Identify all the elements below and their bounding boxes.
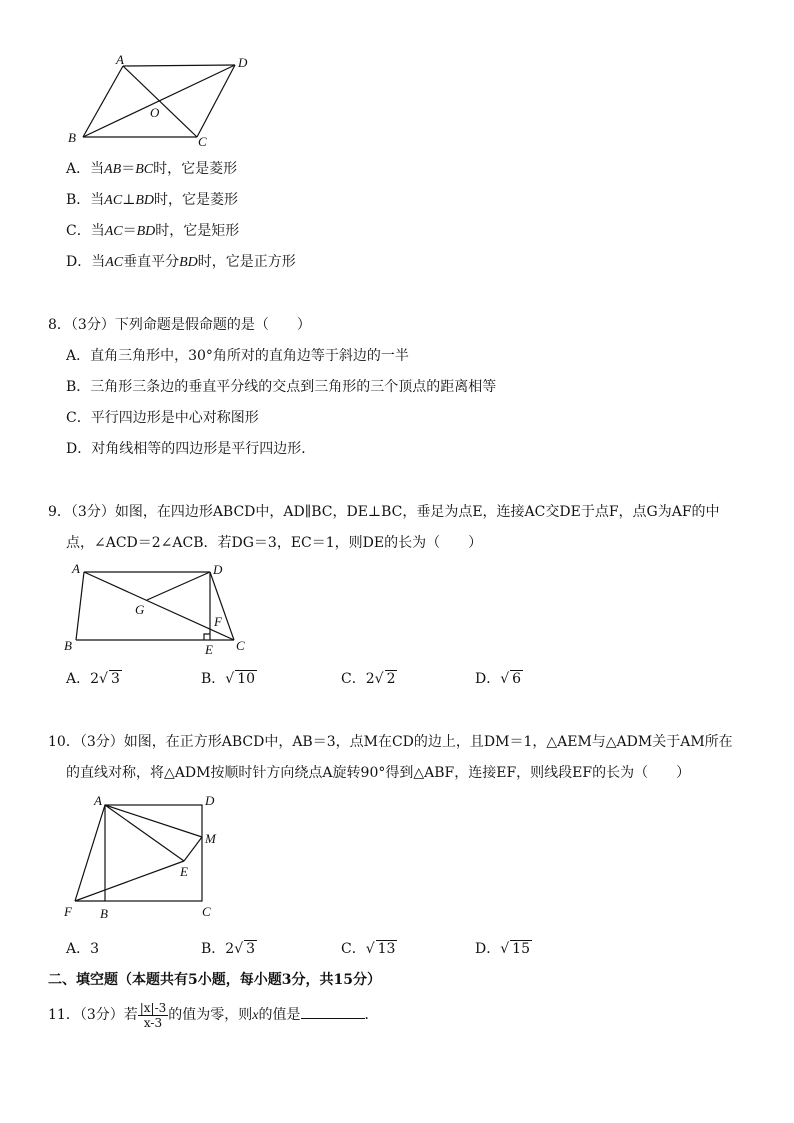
- q11-fraction: [138, 1001, 169, 1030]
- q9-side-dc: [210, 572, 234, 640]
- q7-option-a: [66, 160, 237, 179]
- q7-option-d-prefix: D．当: [66, 254, 106, 270]
- q7-option-c: [66, 222, 239, 241]
- q11-suffix: 的值是: [258, 1007, 301, 1023]
- q7-side-da: [123, 65, 235, 66]
- q7-option-b-rel: ⊥: [122, 192, 136, 208]
- q10-option-c-label: C．: [341, 941, 366, 957]
- q7-side-ab: [83, 66, 123, 137]
- q10-option-c-radicand: 13: [377, 941, 396, 957]
- q10-label-d: D: [205, 793, 215, 808]
- sqrt-icon: √ 3: [234, 941, 256, 957]
- q9-option-b-label: B．: [201, 671, 226, 687]
- q10-figure: [58, 788, 238, 928]
- q8-stem: 8．（3分）下列命题是假命题的是（ ）: [48, 317, 311, 333]
- q11-frac-numerator: |x|-3: [139, 1000, 167, 1015]
- q9-figure: [58, 558, 258, 658]
- q9-option-a-label: A．: [66, 671, 91, 687]
- q9-option-b-radicand: 10: [237, 671, 256, 687]
- q8-option-c: C．平行四边形是中心对称图形: [66, 410, 259, 426]
- q10-label-m: M: [205, 831, 216, 846]
- q7-label-c: C: [198, 134, 207, 149]
- q7-option-c-prefix: C．当: [66, 223, 105, 239]
- q7-option-a-var1: AB: [104, 162, 122, 177]
- q10-label-e: E: [180, 864, 188, 879]
- q10-label-a: A: [94, 793, 102, 808]
- q7-diag-bd: [83, 65, 235, 137]
- sqrt-icon: √ 10: [225, 671, 256, 687]
- q10-label-f: F: [64, 904, 72, 919]
- q7-label-a: A: [116, 52, 124, 67]
- sqrt-icon: √ 6: [500, 671, 522, 687]
- q9-label-c: C: [236, 638, 245, 653]
- q7-option-a-var2: BC: [135, 162, 154, 177]
- q9-label-d: D: [213, 562, 223, 577]
- q7-label-b: B: [68, 130, 76, 145]
- q11-mid: 的值为零，则: [168, 1007, 253, 1023]
- q7-option-b-prefix: B．当: [66, 192, 105, 208]
- q10-option-c: [341, 940, 397, 958]
- q10-seg-ae: [105, 805, 184, 861]
- q10-option-d: [475, 940, 532, 958]
- q7-diag-ac: [123, 66, 197, 137]
- sqrt-icon: √ 15: [500, 941, 530, 957]
- q7-option-d-suffix: 时，它是正方形: [197, 254, 296, 270]
- q10-option-b-coef: 2: [225, 941, 235, 957]
- q9-option-a-coef: 2: [90, 671, 100, 687]
- q9-option-d-radicand: 6: [512, 671, 522, 687]
- q10-square-abcd: [105, 805, 202, 901]
- q7-option-c-var2: BD: [136, 224, 156, 239]
- q9-seg-gd: [147, 572, 210, 600]
- q7-option-b-suffix: 时，它是菱形: [154, 192, 239, 208]
- q7-option-a-rel: ＝: [121, 161, 136, 177]
- q9-option-b: [201, 670, 257, 688]
- q9-right-angle-mark: [204, 634, 210, 640]
- q8-option-b: B．三角形三条边的垂直平分线的交点到三角形的三个顶点的距离相等: [66, 379, 497, 395]
- q7-figure: [60, 50, 260, 150]
- q10-stem-line2: 的直线对称，将△ADM按顺时针方向绕点A旋转90°得到△ABF，连接EF，则线段EF的长为（ ）: [66, 765, 691, 781]
- q7-option-d-rel: 垂直平分: [123, 254, 180, 270]
- q7-side-cd: [197, 65, 235, 137]
- q7-option-d-var2: BD: [179, 255, 198, 270]
- q9-option-c-coef: 2: [365, 671, 375, 687]
- q9-option-d-label: D．: [475, 671, 501, 687]
- q9-option-c-radicand: 2: [386, 671, 396, 687]
- q10-option-a-coef: 3: [90, 941, 100, 957]
- sqrt-icon: √ 3: [99, 671, 120, 687]
- q7-option-b: [66, 191, 238, 210]
- q10-stem-line1: 10．（3分）如图，在正方形ABCD中，AB＝3，点M在CD的边上，且DM＝1，△AEM与△ADM关于AM所在: [48, 734, 733, 750]
- q11-stem: [48, 998, 379, 1033]
- q9-stem-line1: 9．（3分）如图，在四边形ABCD中，AD∥BC，DE⊥BC，垂足为点E，连接AC交DE于点F，点G为AF的中: [48, 504, 720, 520]
- q10-option-d-radicand: 15: [512, 941, 530, 957]
- q10-option-d-label: D．: [475, 941, 501, 957]
- q7-label-d: D: [238, 55, 248, 70]
- q10-label-c: C: [202, 904, 211, 919]
- q11-var: x: [252, 1008, 259, 1023]
- q7-option-d: [66, 253, 296, 272]
- section-heading: 二、填空题（本题共有5小题，每小题3分，共15分）: [48, 972, 381, 988]
- q7-label-o: O: [150, 105, 160, 120]
- q9-label-a: A: [72, 561, 80, 576]
- q11-end: ．: [364, 1007, 379, 1023]
- q11-prefix: 11．（3分）若: [48, 1007, 138, 1023]
- q9-option-a-radicand: 3: [110, 671, 120, 687]
- q10-option-b-label: B．: [201, 941, 226, 957]
- q7-option-c-rel: ＝: [122, 223, 137, 239]
- q9-side-ab: [76, 572, 84, 640]
- q9-label-e: E: [205, 642, 213, 657]
- sqrt-icon: √ 2: [374, 671, 396, 687]
- q10-option-a: [66, 940, 99, 958]
- q10-seg-fe: [75, 861, 184, 901]
- q10-label-b: B: [100, 906, 108, 921]
- q8-option-a: A．直角三角形中，30°角所对的直角边等于斜边的一半: [66, 348, 409, 364]
- q9-option-c: [341, 670, 397, 688]
- q9-stem-line2: 点，∠ACD＝2∠ACB．若DG＝3，EC＝1，则DE的长为（ ）: [66, 535, 483, 551]
- q7-option-b-var2: BD: [135, 193, 155, 208]
- q10-option-a-label: A．: [66, 941, 91, 957]
- sqrt-icon: √ 13: [365, 941, 396, 957]
- q7-option-a-suffix: 时，它是菱形: [153, 161, 238, 177]
- q8-option-d: D．对角线相等的四边形是平行四边形．: [66, 441, 316, 457]
- q9-label-f: F: [214, 614, 222, 629]
- q7-option-c-var1: AC: [104, 224, 123, 239]
- q9-option-d: [475, 670, 523, 688]
- q7-option-d-var1: AC: [105, 255, 124, 270]
- q9-option-a: [66, 670, 122, 688]
- q7-option-b-var1: AC: [104, 193, 123, 208]
- q11-answer-blank[interactable]: [301, 1004, 365, 1019]
- q10-seg-af: [75, 805, 105, 901]
- q9-label-g: G: [135, 602, 145, 617]
- q9-seg-ac: [84, 572, 234, 640]
- q7-option-a-prefix: A．当: [66, 161, 105, 177]
- q10-seg-em: [184, 837, 202, 861]
- q7-option-c-suffix: 时，它是矩形: [155, 223, 240, 239]
- q10-seg-am: [105, 805, 202, 837]
- q11-frac-denominator: x-3: [143, 1015, 163, 1030]
- q10-option-b: [201, 940, 257, 958]
- q9-label-b: B: [64, 638, 72, 653]
- q9-option-c-label: C．: [341, 671, 366, 687]
- q10-option-b-radicand: 3: [246, 941, 256, 957]
